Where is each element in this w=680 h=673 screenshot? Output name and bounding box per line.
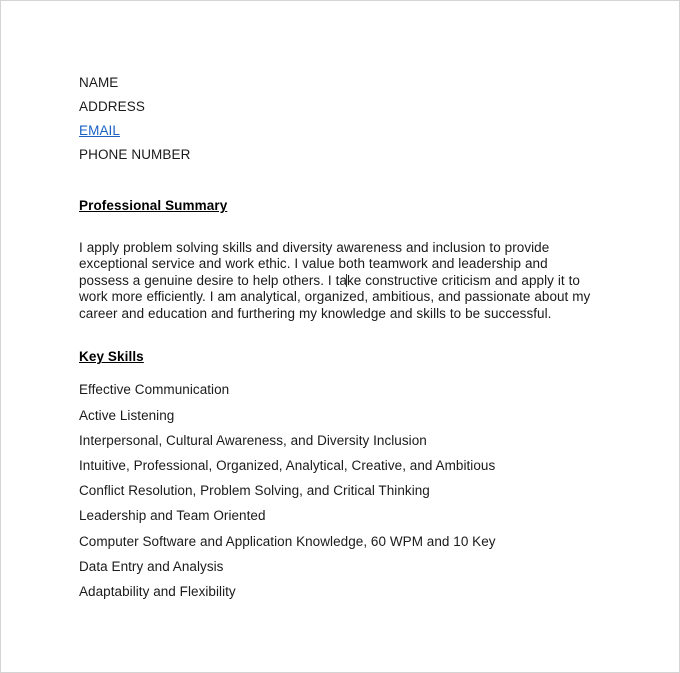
- list-item: Conflict Resolution, Problem Solving, and Critical Thinking: [79, 483, 430, 499]
- contact-phone-line: PHONE NUMBER: [79, 147, 191, 162]
- list-item: Computer Software and Application Knowledge, 60 WPM and 10 Key: [79, 533, 496, 549]
- list-item: Intuitive, Professional, Organized, Analytical, Creative, and Ambitious: [79, 458, 496, 474]
- professional-summary-heading: Professional Summary: [79, 198, 228, 213]
- list-item: Adaptability and Flexibility: [79, 584, 236, 600]
- list-item: Effective Communication: [79, 382, 230, 398]
- professional-summary-text[interactable]: [79, 240, 595, 323]
- list-item: Interpersonal, Cultural Awareness, and Diversity Inclusion: [79, 432, 427, 448]
- contact-name-line: NAME: [79, 75, 119, 90]
- document-body: [79, 71, 595, 604]
- professional-summary-section: [79, 197, 595, 322]
- list-item: Leadership and Team Oriented: [79, 508, 266, 524]
- contact-address-line: ADDRESS: [79, 99, 145, 114]
- key-skills-list: [79, 377, 595, 604]
- list-item: Active Listening: [79, 407, 175, 423]
- summary-text-before-caret: I apply problem solving skills and diversity awareness and inclusion to provide exceptional service and work ethic. I value both teamwork and leadership and possess a genuine desire to help others. I ta: [79, 239, 550, 288]
- email-link[interactable]: EMAIL: [79, 123, 121, 138]
- list-item: Data Entry and Analysis: [79, 558, 224, 574]
- contact-email-line: [79, 119, 595, 143]
- contact-header-block: [79, 71, 595, 167]
- key-skills-heading: Key Skills: [79, 349, 144, 365]
- summary-text-after-caret: ke constructive criticism and apply it to work more efficiently. I am analytical, organized, ambitious, and passionate about my career and education and furthering my knowledge and skills to be successful.: [79, 272, 591, 321]
- key-skills-section: [79, 348, 595, 604]
